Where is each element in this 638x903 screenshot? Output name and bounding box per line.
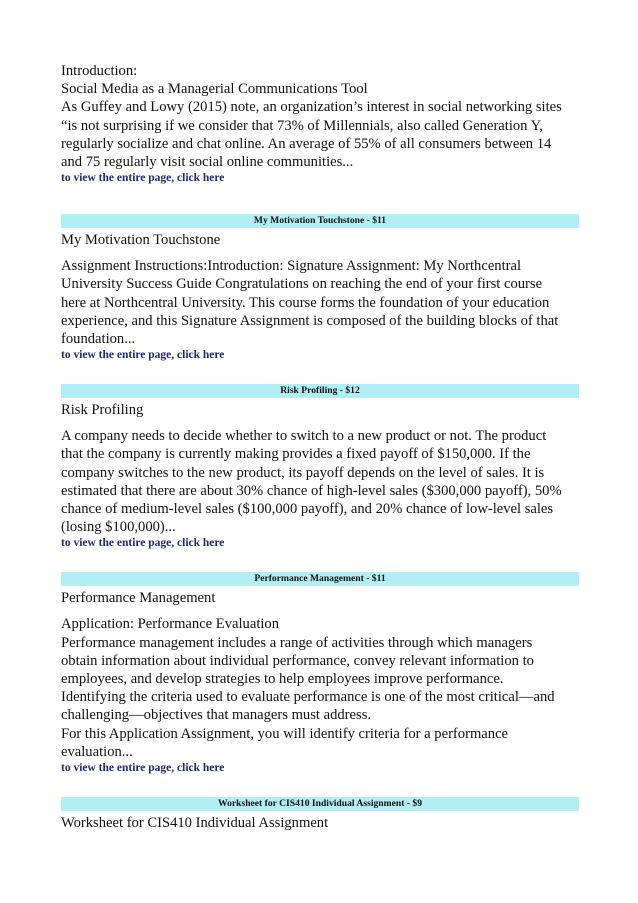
item-link-risk[interactable]: to view the entire page, click here (61, 537, 225, 550)
item-text-performance: Application: Performance Evaluation Performance management includes a range of activities through which managers obtain information about individual performance, convey relevant information to employees, and develop strategies to help employees improve performance. Identifying the criteria used to evaluate performance is one of the most critical—and challenging—objectives that managers must address. For this Application Assignment, you will identify criteria for a performance evaluation... (61, 616, 555, 760)
item-bar-worksheet: Worksheet for CIS410 Individual Assignment - $9 (61, 797, 579, 811)
item-link-performance[interactable]: to view the entire page, click here (61, 762, 225, 775)
item-title-risk: Risk Profiling (61, 402, 144, 419)
item-text-motivation: Assignment Instructions:Introduction: Signature Assignment: My Northcentral University Success Guide Congratulations on reaching the end of your first course here at Northcentral University. This course forms the foundation of your education experience, and this Signature Assignment is composed of the building blocks of that foundation... (61, 258, 559, 348)
item-link-motivation[interactable]: to view the entire page, click here (61, 349, 225, 362)
intro-view-link[interactable]: to view the entire page, click here (61, 172, 225, 185)
item-title-worksheet: Worksheet for CIS410 Individual Assignment (61, 815, 329, 832)
item-text-risk: A company needs to decide whether to switch to a new product or not. The product that the company is currently making provides a fixed payoff of $150,000. If the company switches to the new product, its payoff depends on the level of sales. It is estimated that there are about 30% chance of high-level sales ($300,000 payoff), 50% chance of medium-level sales ($100,000 payoff), and 20% chance of low-level sales (losing $100,000)... (61, 428, 562, 536)
item-bar-risk: Risk Profiling - $12 (61, 384, 579, 398)
item-title-performance: Performance Management (61, 590, 216, 607)
document-page (61, 62, 579, 832)
intro-text: Introduction: Social Media as a Managerial Communications Tool As Guffey and Lowy (2015) note, an organization’s interest in social networking sites “is not surprising if we consider that 73% of Millennials, also called Generation Y, regularly socialize and chat online. An average of 55% of all consumers between 14 and 75 regularly visit social online communities... (61, 63, 562, 171)
item-title-motivation: My Motivation Touchstone (61, 232, 221, 249)
item-bar-motivation: My Motivation Touchstone - $11 (61, 214, 579, 228)
item-bar-performance: Performance Management - $11 (61, 572, 579, 586)
